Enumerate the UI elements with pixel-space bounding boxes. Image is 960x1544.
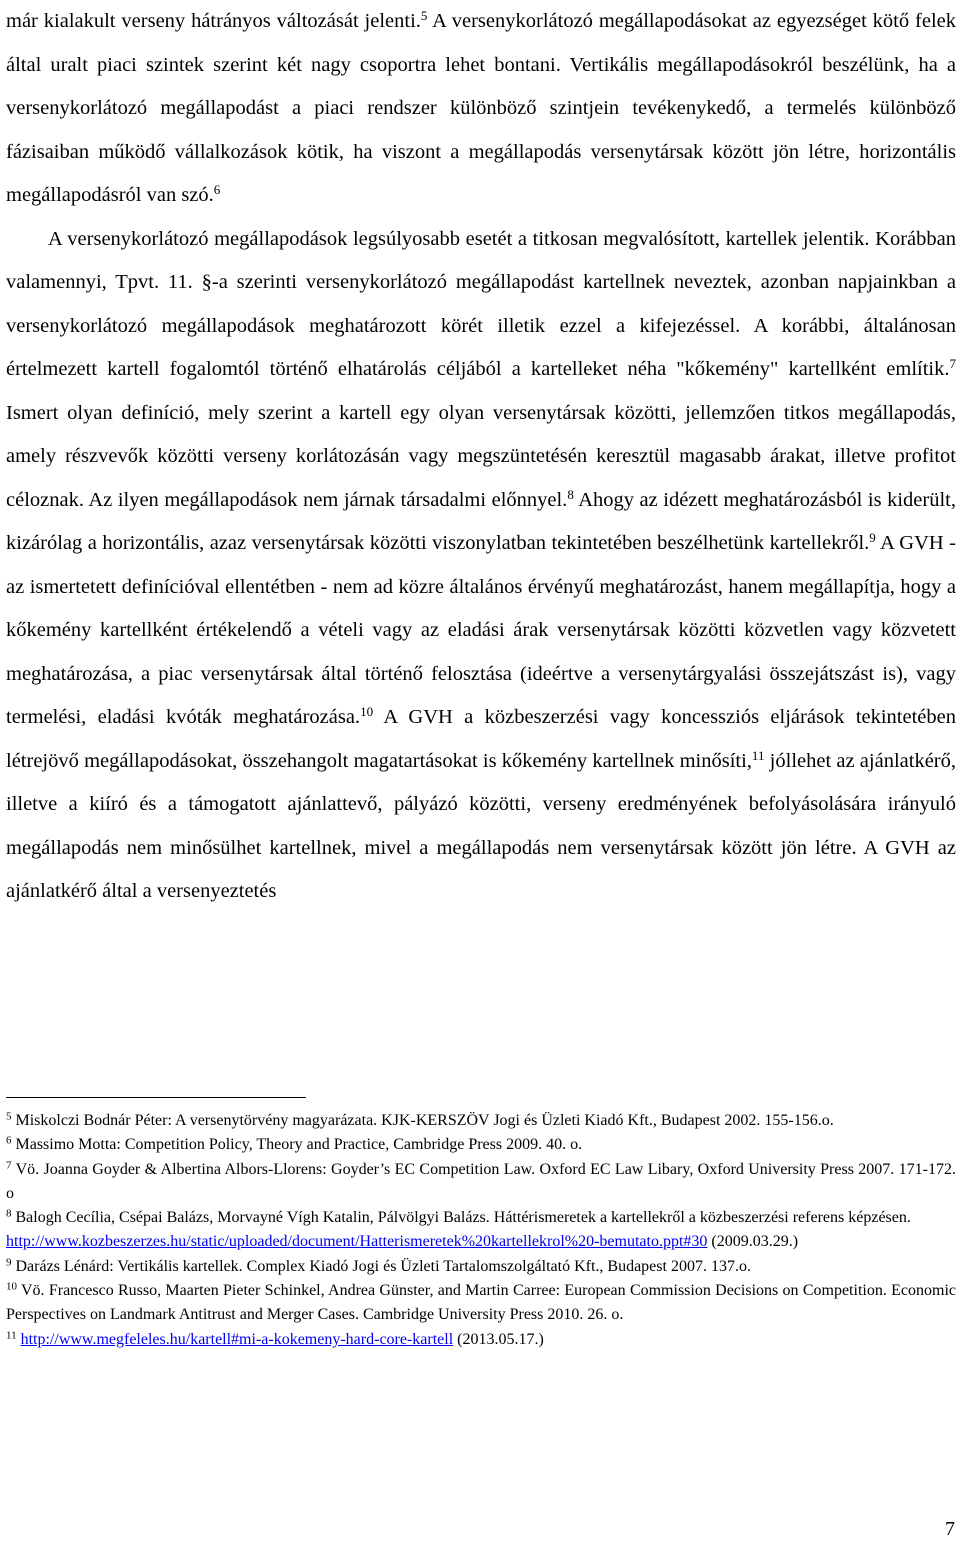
footnote-ref-7[interactable]: 7 [949, 355, 956, 371]
paragraph-text: jóllehet az ajánlatkérő, illetve a kiíró és a támogatott ajánlattevő, pályázó közötti, verseny eredményének befolyásolására irányuló megállapodás nem minősülhet kartellnek, mivel a megállapodás nem versenytársak között jön létre. A GVH az ajánlatkérő által a versenyeztetés [6, 749, 956, 902]
paragraph-text: A GVH - az ismertetett definícióval ellentétben - nem ad közre általános érvényű meghatározást, hanem megállapítja, hogy a kőkemény kartellként értékelendő a vételi vagy az eladási árak versenytársak közötti közvetlen vagy közvetett meghatározása, a piac versenytársak által történő felosztása (ideértve a versenytárgyalási összejátszást is), vagy termelési, eladási kvóták meghatározása. [6, 532, 956, 728]
footnote-number: 9 [6, 1256, 12, 1269]
footnote-11 [6, 1328, 956, 1352]
footnote-text: (2009.03.29.) [707, 1233, 799, 1251]
footnote-text: Miskolczi Bodnár Péter: A versenytörvény magyarázata. KJK-KERSZÖV Jogi és Üzleti Kiadó Kft., Budapest 2002. 155-156.o. [11, 1112, 834, 1129]
footnote-text: Balogh Cecília, Csépai Balázs, Morvayné Vígh Katalin, Pálvölgyi Balázs. Háttérismeretek a kartellekről a közbeszerzési referens képzésen. [11, 1209, 911, 1227]
footnote-number: 8 [6, 1207, 12, 1220]
footnote-separator [6, 1097, 306, 1098]
footnote-9 [6, 1255, 956, 1279]
footnote-ref-10[interactable]: 10 [360, 703, 374, 719]
footnote-link[interactable]: http://www.megfeleles.hu/kartell#mi-a-kokemeny-hard-core-kartell [20, 1330, 454, 1348]
footnote-number: 10 [6, 1280, 17, 1293]
footnote-ref-6[interactable]: 6 [213, 181, 221, 197]
footnote-6 [6, 1133, 956, 1157]
footnote-ref-9[interactable]: 9 [869, 529, 876, 545]
footnote-text: Darázs Lénárd: Vertikális kartellek. Complex Kiadó Jogi és Üzleti Tartalomszolgáltató Kft., Budapest 2007. 137.o. [11, 1257, 751, 1275]
page-number: 7 [945, 1518, 955, 1540]
footnote-5 [6, 1109, 956, 1133]
footnote-ref-11[interactable]: 11 [751, 747, 765, 763]
paragraph-text: A versenykorlátozó megállapodások legsúlyosabb esetét a titkosan megvalósított, kartellek jelentik. Korábban valamennyi, Tpvt. 11. §-a szerinti versenykorlátozó megállapodást kartellnek neveztek, azonban napjainkban a versenykorlátozó megállapodások meghatározott körét illetik ezzel a kifejezéssel. A korábbi, általánosan értelmezett kartell fogalomtól történő elhatárolás céljából a kartelleket néha "kőkemény" kartellként említik. [6, 227, 956, 380]
footnote-7 [6, 1158, 956, 1207]
footnote-10 [6, 1279, 956, 1328]
footnote-text: Vö. Joanna Goyder & Albertina Albors-Llorens: Goyder’s EC Competition Law. Oxford EC Law Libary, Oxford University Press 2007. 171-172. o [6, 1160, 956, 1202]
footnote-number: 7 [6, 1159, 12, 1172]
paragraph-text: már kialakult verseny hátrányos változását jelenti. [6, 10, 421, 32]
footnote-number: 6 [6, 1134, 12, 1147]
paragraph-text: Ahogy az idézett meghatározásból is kiderült, kizárólag a horizontális, azaz versenytársak közötti viszonylatban tekintetében beszélhetünk kartellekről. [6, 488, 956, 554]
footnote-number: 11 [6, 1329, 17, 1342]
paragraph-2 [6, 218, 956, 914]
footnotes [6, 1109, 956, 1352]
footnote-text: Vö. Francesco Russo, Maarten Pieter Schinkel, Andrea Günster, and Martin Carree: European Commission Decisions on Competition. Economic Perspectives on Landmark Antitrust and Merger Cases. Cambridge University Press 2010. 26. o. [6, 1282, 956, 1324]
footnote-text: (2013.05.17.) [453, 1330, 544, 1348]
body-text [6, 0, 956, 914]
footnote-8 [6, 1206, 956, 1255]
paragraph-1 [6, 0, 956, 218]
footnote-link[interactable]: http://www.kozbeszerzes.hu/static/uploaded/document/Hatterismeretek%20kartellekrol%20-bemutato.ppt#30 [6, 1233, 708, 1251]
paragraph-text: A versenykorlátozó megállapodásokat az egyezséget kötő felek által uralt piaci szintek szerint két nagy csoportra lehet bontani. Vertikális megállapodásokról beszélünk, ha a versenykorlátozó megállapodást a piaci rendszer különböző szintjein tevékenykedő, a termelés különböző fázisaiban működő vállalkozások kötik, ha viszont a megállapodás versenytársak között jön létre, horizontális megállapodásról van szó. [6, 10, 956, 206]
footnote-number: 5 [6, 1110, 12, 1123]
footnote-text: Massimo Motta: Competition Policy, Theory and Practice, Cambridge Press 2009. 40. o. [11, 1136, 583, 1154]
footnote-ref-8[interactable]: 8 [567, 486, 574, 502]
paragraph-text: A GVH a közbeszerzési vagy koncessziós eljárások tekintetében létrejövő megállapodásokat, összehangolt magatartásokat is kőkemény kartellnek minősíti, [6, 706, 956, 772]
paragraph-text: Ismert olyan definíció, mely szerint a kartell egy olyan versenytársak közötti, jellemzően titkos megállapodás, amely részvevők közötti verseny korlátozásán vagy megszüntetésén keresztül magasabb árakat, illetve profitot céloznak. Az ilyen megállapodások nem járnak társadalmi előnnyel. [6, 401, 956, 511]
footnote-ref-5[interactable]: 5 [420, 7, 428, 23]
